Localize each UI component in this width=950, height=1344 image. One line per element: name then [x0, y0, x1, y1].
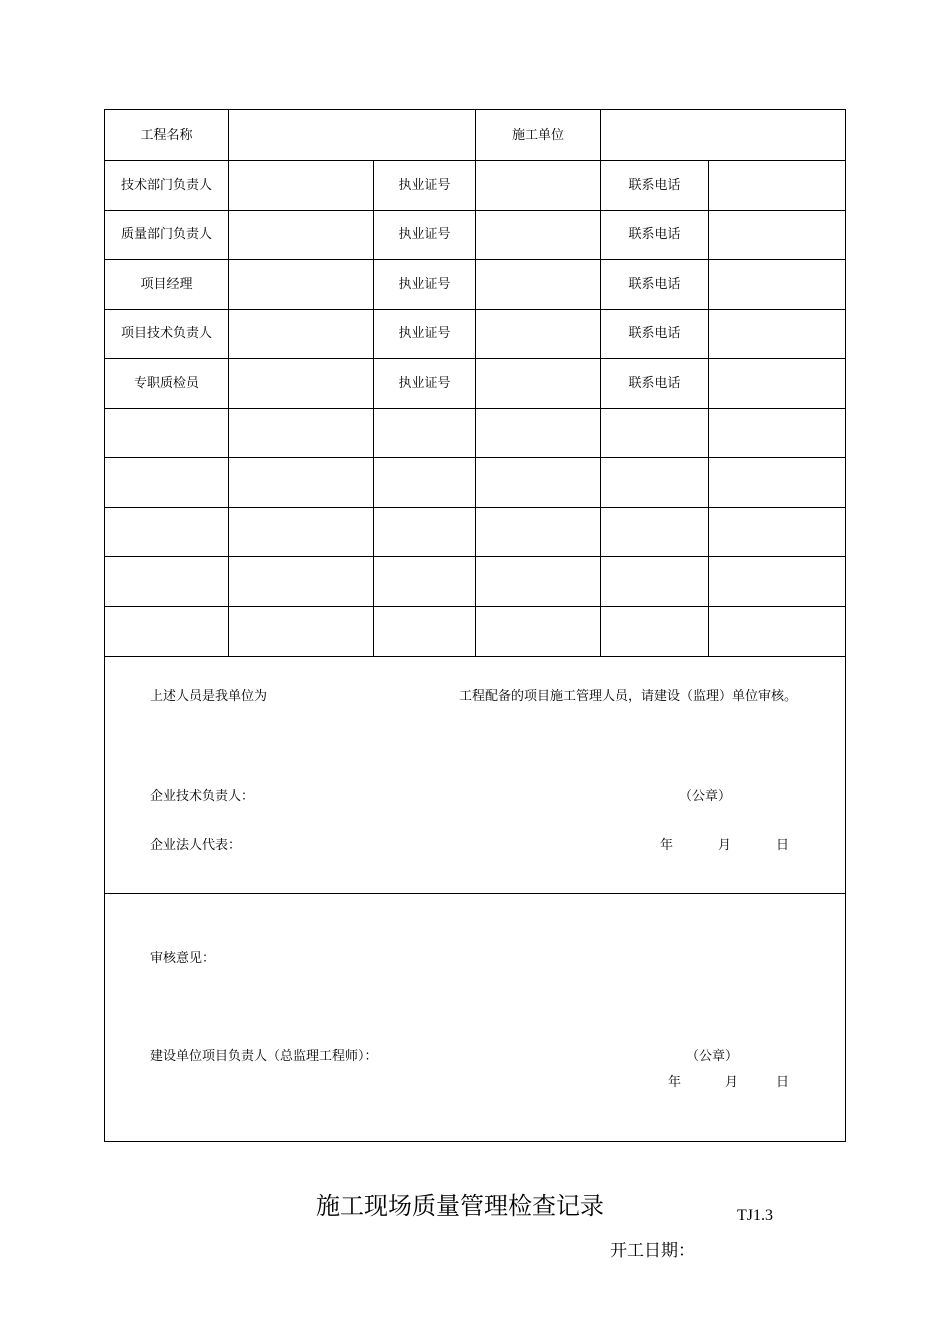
declaration-intro-tail: 工程配备的项目施工管理人员，请建设（监理）单位审核。 [459, 689, 798, 704]
review-signer-label: 建设单位项目负责人（总监理工程师）： [150, 1049, 378, 1064]
role-label: 专职质检员 [133, 375, 199, 391]
cert-label: 执业证号 [398, 177, 451, 193]
seal-label: （公章） [679, 789, 732, 804]
phone-field[interactable] [709, 210, 845, 259]
phone-label: 联系电话 [628, 326, 681, 341]
empty-table-row[interactable] [105, 457, 845, 507]
phone-label: 联系电话 [628, 227, 681, 242]
date-month: 月 [725, 1075, 739, 1090]
review-opinion-label: 审核意见： [150, 951, 216, 966]
empty-table-row[interactable] [105, 556, 845, 606]
cert-field[interactable] [476, 210, 600, 259]
date-year: 年 [660, 838, 674, 853]
phone-field[interactable] [709, 259, 845, 309]
name-field[interactable] [229, 160, 373, 210]
phone-field[interactable] [709, 309, 845, 358]
cert-label: 执业证号 [398, 375, 451, 391]
cert-field[interactable] [476, 309, 600, 358]
date-year: 年 [668, 1075, 682, 1090]
phone-label: 联系电话 [628, 375, 681, 391]
cert-field[interactable] [476, 160, 600, 210]
seal-label: （公章） [686, 1049, 739, 1064]
cert-label: 执业证号 [398, 227, 451, 242]
date-day: 日 [776, 1075, 790, 1090]
phone-field[interactable] [709, 160, 845, 210]
name-field[interactable] [229, 210, 373, 259]
start-date-label: 开工日期： [610, 1241, 695, 1261]
contractor-field[interactable] [601, 110, 845, 160]
row-divider [105, 656, 845, 657]
role-label: 项目经理 [140, 276, 193, 292]
phone-label: 联系电话 [628, 177, 681, 193]
project-name-field[interactable] [229, 110, 475, 160]
date-month: 月 [718, 838, 732, 853]
name-field[interactable] [229, 309, 373, 358]
phone-field[interactable] [709, 358, 845, 408]
cert-label: 执业证号 [398, 326, 451, 341]
next-form-title: 施工现场质量管理检查记录 [316, 1192, 604, 1220]
legal-rep-label: 企业法人代表： [150, 838, 242, 853]
date-day: 日 [776, 838, 790, 853]
empty-table-row[interactable] [105, 408, 845, 457]
cert-field[interactable] [476, 358, 600, 408]
phone-label: 联系电话 [628, 276, 681, 292]
declaration-intro: 上述人员是我单位为 [150, 689, 268, 704]
role-label: 项目技术负责人 [120, 326, 212, 341]
name-field[interactable] [229, 358, 373, 408]
section-divider [105, 893, 845, 894]
empty-table-row[interactable] [105, 507, 845, 556]
tech-head-label: 企业技术负责人： [150, 789, 255, 804]
role-label: 质量部门负责人 [120, 227, 212, 242]
empty-table-row[interactable] [105, 606, 845, 656]
cert-field[interactable] [476, 259, 600, 309]
role-label: 技术部门负责人 [120, 177, 212, 193]
form-code: TJ1.3 [737, 1207, 773, 1224]
name-field[interactable] [229, 259, 373, 309]
personnel-registration-form [104, 109, 846, 1142]
contractor-label: 施工单位 [511, 127, 564, 143]
cert-label: 执业证号 [398, 276, 451, 292]
project-name-label: 工程名称 [140, 127, 193, 143]
